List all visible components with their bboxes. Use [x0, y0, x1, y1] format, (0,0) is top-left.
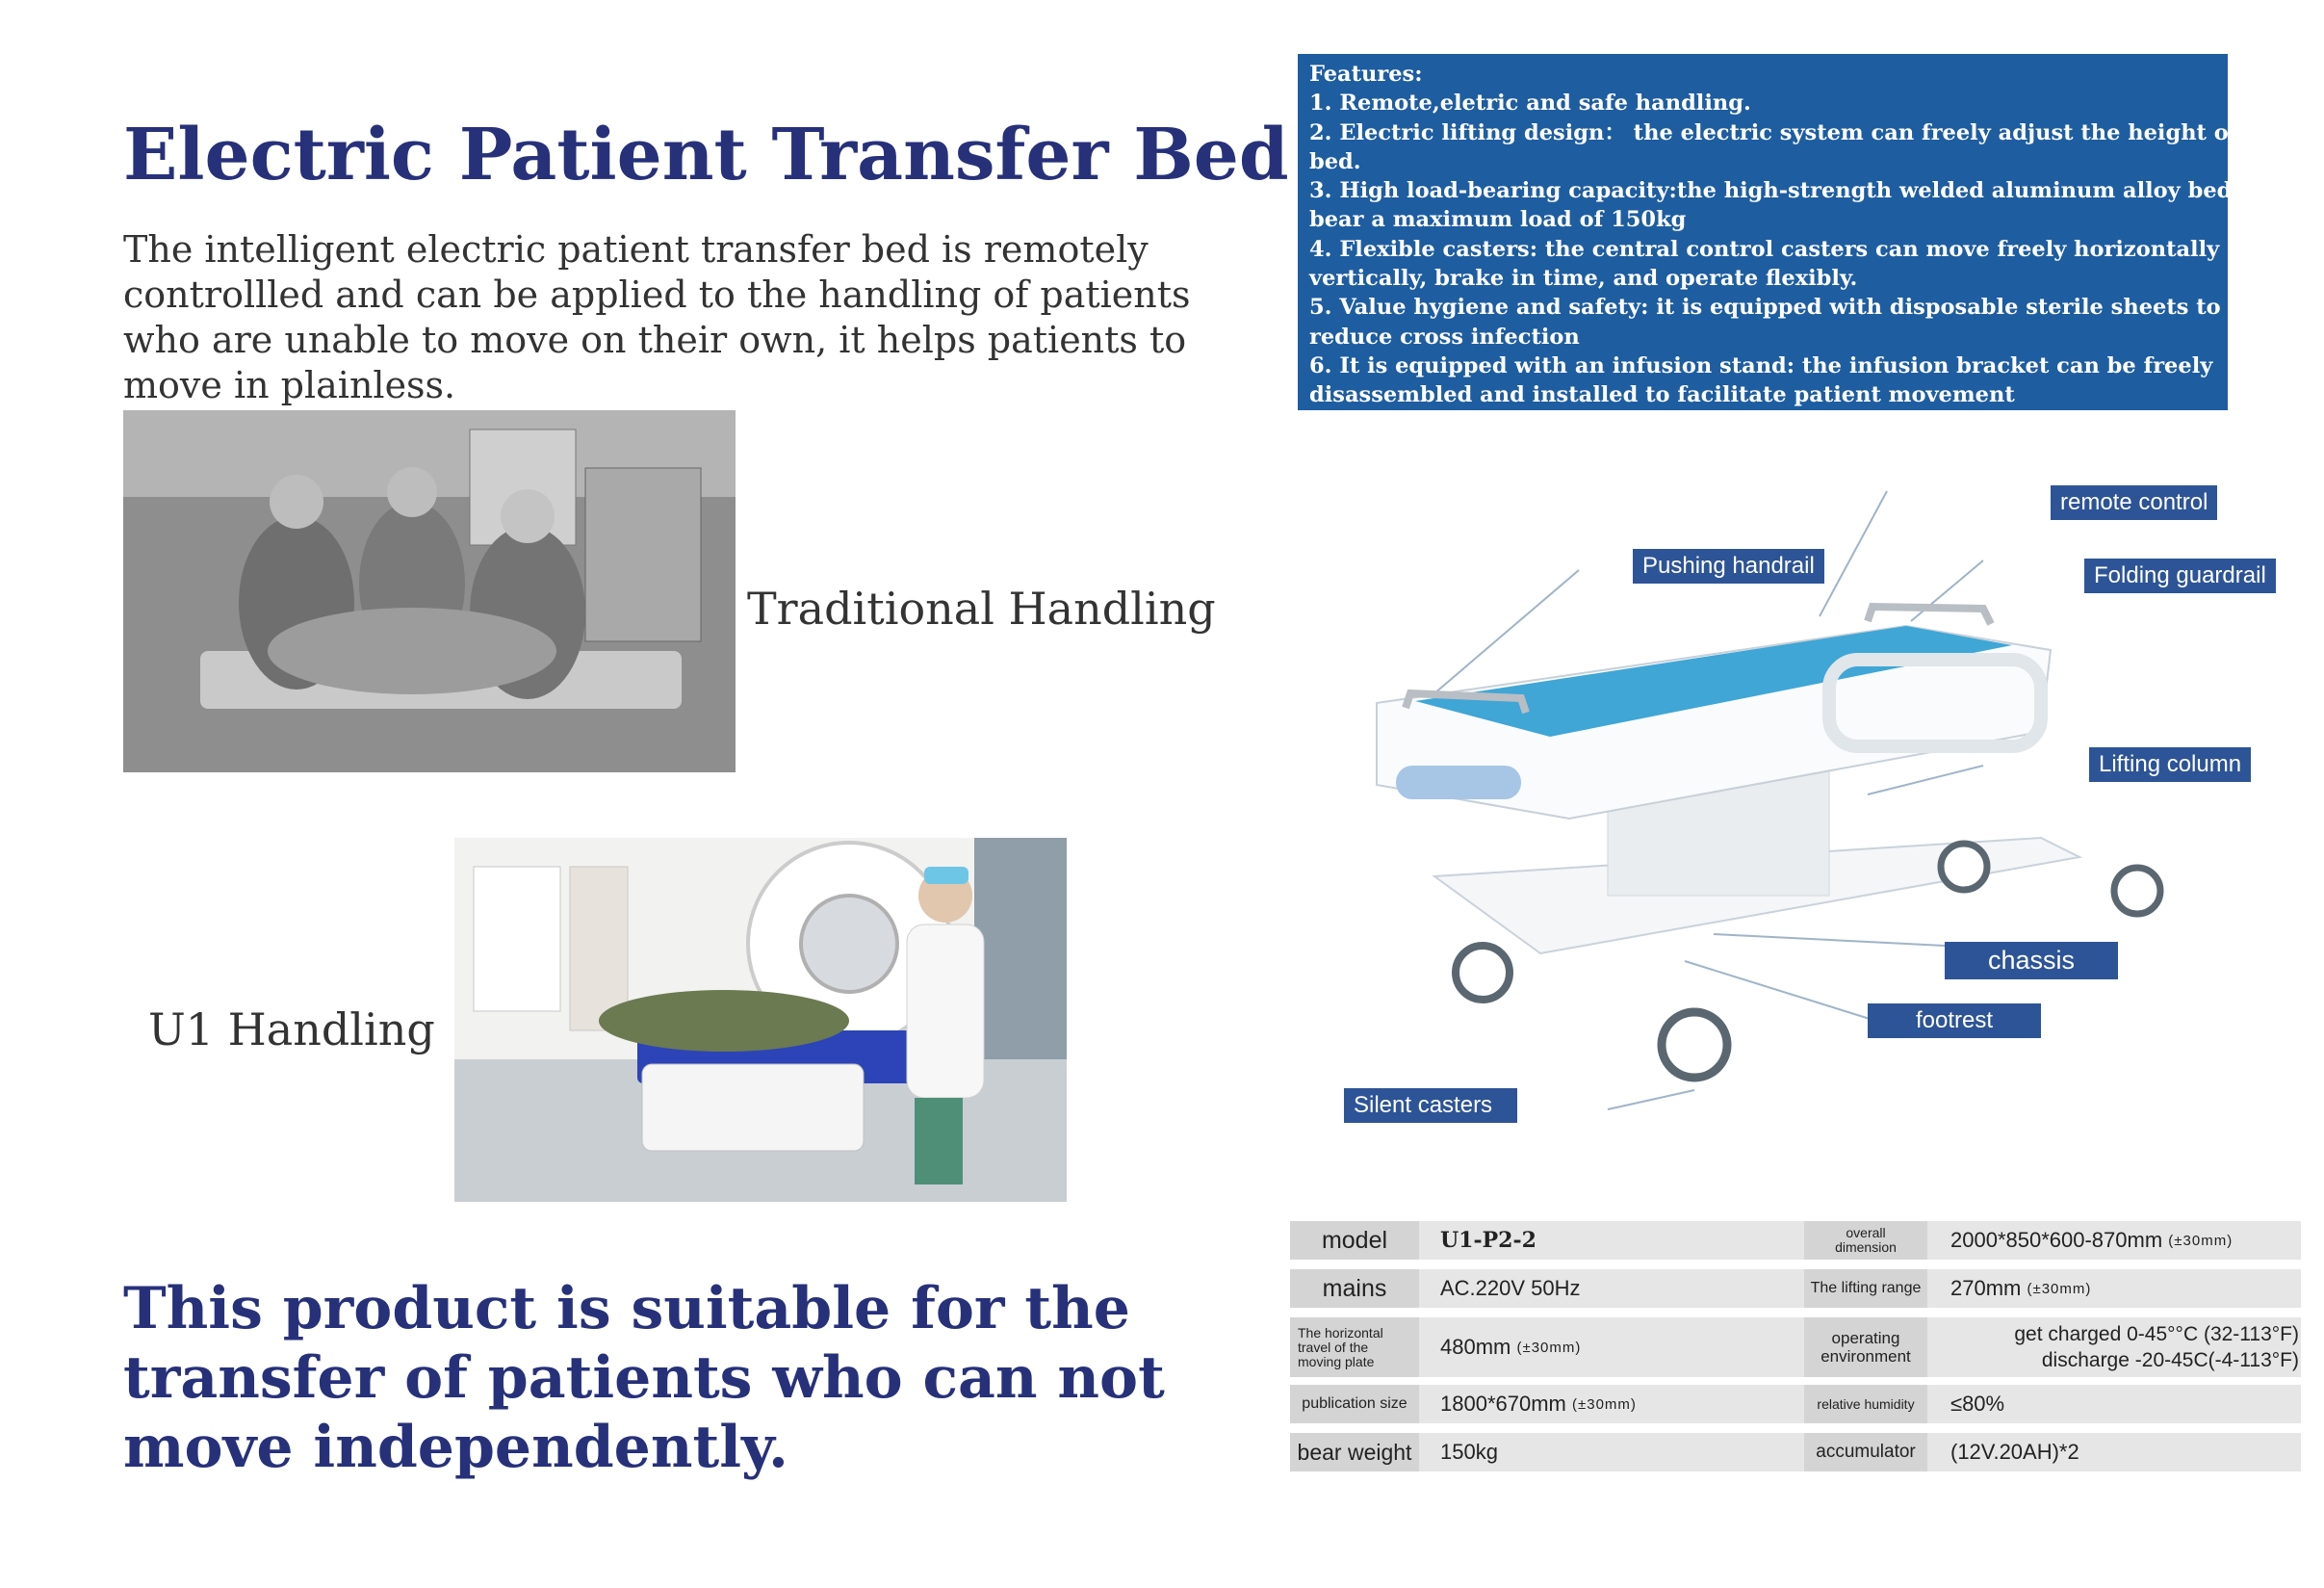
spec-value: 480mm (±30mm) [1440, 1335, 1582, 1359]
spec-row [1290, 1317, 2301, 1377]
feature-line: disassembled and installed to facilitate patient movement [1309, 382, 2015, 408]
feature-line: 4. Flexible casters: the central control casters can move freely horizontally and [1309, 236, 2272, 262]
spec-value: 150kg [1440, 1440, 1498, 1464]
spec-row [1290, 1385, 2301, 1423]
spec-row [1290, 1433, 2301, 1471]
features-panel [1298, 54, 2285, 410]
spec-label: The lifting range [1804, 1269, 1927, 1308]
spec-value: 1800*670mm (±30mm) [1440, 1392, 1637, 1416]
callout-folding-guardrail: Folding guardrail [2084, 559, 2276, 593]
suitability-statement: This product is suitable for the transfer of patients who can not move independently. [123, 1275, 1165, 1481]
spec-label: bear weight [1290, 1433, 1419, 1471]
feature-line: reduce cross infection [1309, 324, 1580, 350]
bed-diagram [1290, 453, 2311, 1146]
spec-label: The horizontal travel of the moving plate [1290, 1317, 1419, 1377]
spec-label: model [1290, 1221, 1419, 1260]
spec-label: operating environment [1804, 1317, 1927, 1377]
spec-value: get charged 0-45°°C (32-113°F) discharge -20-45C(-4-113°F) [2014, 1323, 2299, 1371]
traditional-handling-label: Traditional Handling [747, 583, 1216, 635]
page-title: Electric Patient Transfer Bed [123, 114, 1289, 196]
u1-handling-photo [454, 838, 1067, 1202]
callout-lifting-column: Lifting column [2089, 747, 2251, 782]
spec-value: ≤80% [1950, 1392, 2005, 1416]
spec-value: 270mm (±30mm) [1950, 1276, 2092, 1300]
feature-line: bear a maximum load of 150kg [1309, 207, 1687, 233]
spec-value: (12V.20AH)*2 [1950, 1440, 2079, 1464]
callout-remote-control: remote control [2051, 485, 2217, 520]
spec-label: overall dimension [1804, 1221, 1927, 1260]
spec-value: U1-P2-2 [1440, 1228, 1536, 1253]
spec-row [1290, 1269, 2301, 1308]
feature-line: 2. Electric lifting design： the electric system can freely adjust the height of the [1309, 119, 2285, 145]
feature-line: 6. It is equipped with an infusion stand: the infusion bracket can be freely [1309, 352, 2213, 378]
spec-value: 2000*850*600-870mm (±30mm) [1950, 1228, 2234, 1252]
u1-handling-label: U1 Handling [148, 1003, 435, 1055]
feature-line: 3. High load-bearing capacity:the high-strength welded aluminum alloy bed can [1309, 178, 2283, 204]
feature-line: 1. Remote,eletric and safe handling. [1309, 91, 1751, 117]
feature-line: bed. [1309, 148, 1361, 174]
spec-label: mains [1290, 1269, 1419, 1308]
features-heading: Features: [1309, 62, 1423, 87]
callout-footrest: footrest [1868, 1003, 2041, 1038]
spec-label: accumulator [1804, 1433, 1927, 1471]
callout-pushing-handrail: Pushing handrail [1633, 549, 1824, 584]
feature-line: 5. Value hygiene and safety: it is equipped with disposable sterile sheets to [1309, 295, 2221, 321]
spec-label: publication size [1290, 1385, 1419, 1423]
spec-value: AC.220V 50Hz [1440, 1276, 1581, 1300]
callout-chassis: chassis [1945, 942, 2118, 979]
intro-paragraph: The intelligent electric patient transfer bed is remotely controllled and can be applied to the handling of patients who are unable to move on their own, it helps patients to move in plainless. [123, 228, 1191, 406]
spec-label: relative humidity [1804, 1385, 1927, 1423]
spec-row [1290, 1221, 2301, 1260]
callout-silent-casters: Silent casters [1344, 1088, 1517, 1123]
traditional-handling-photo [123, 410, 736, 772]
feature-line: vertically, brake in time, and operate flexibly. [1309, 266, 1858, 292]
